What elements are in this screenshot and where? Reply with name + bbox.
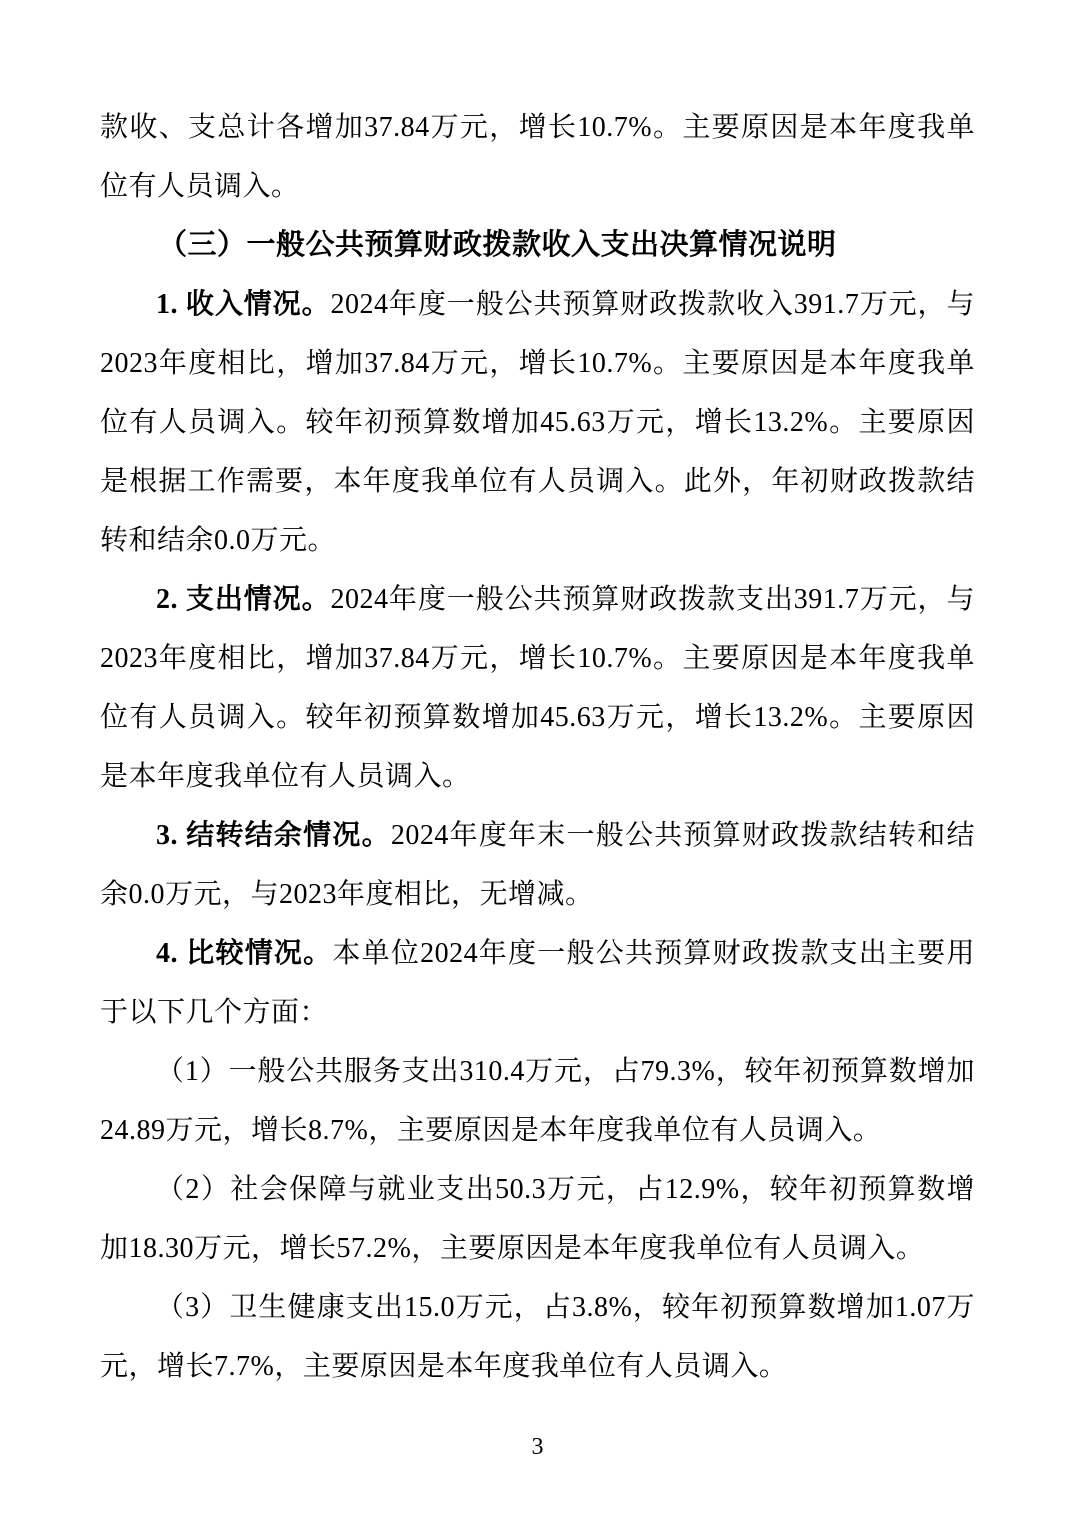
item-1-text: 2024年度一般公共预算财政拨款收入391.7万元，与2023年度相比，增加37.84万元，增长10.7%。主要原因是本年度我单位有人员调入。较年初预算数增加45.63万元，增长13.2%。主要原因是根据工作需要，本年度我单位有人员调入。此外，年初财政拨款结转和结余0.0万元。 bbox=[100, 289, 975, 556]
item-2-text: 2024年度一般公共预算财政拨款支出391.7万元，与2023年度相比，增加37.84万元，增长10.7%。主要原因是本年度我单位有人员调入。较年初预算数增加45.63万元，增长13.2%。主要原因是本年度我单位有人员调入。 bbox=[100, 584, 975, 792]
item-4-label: 4. 比较情况。 bbox=[156, 938, 333, 969]
item-2-label: 2. 支出情况。 bbox=[156, 584, 331, 615]
paragraph-sub-item-2: （2）社会保障与就业支出50.3万元，占12.9%，较年初预算数增加18.30万元，增长57.2%，主要原因是本年度我单位有人员调入。 bbox=[100, 1174, 975, 1264]
item-3-label: 3. 结转结余情况。 bbox=[156, 820, 391, 851]
paragraph-income bbox=[100, 275, 975, 570]
paragraph-sub-item-1: （1）一般公共服务支出310.4万元，占79.3%，较年初预算数增加24.89万元，增长8.7%，主要原因是本年度我单位有人员调入。 bbox=[100, 1056, 975, 1146]
paragraph-expenditure bbox=[100, 570, 975, 806]
paragraph-sub-item-3: （3）卫生健康支出15.0万元，占3.8%，较年初预算数增加1.07万元，增长7.7%，主要原因是本年度我单位有人员调入。 bbox=[100, 1292, 975, 1382]
paragraph-continuation: 款收、支总计各增加37.84万元，增长10.7%。主要原因是本年度我单位有人员调入。 bbox=[100, 112, 975, 202]
page-number: 3 bbox=[531, 1434, 544, 1460]
item-1-label: 1. 收入情况。 bbox=[156, 289, 331, 320]
paragraph-carryover bbox=[100, 806, 975, 924]
item-4-text: 本单位2024年度一般公共预算财政拨款支出主要用于以下几个方面： bbox=[100, 938, 975, 1028]
paragraph-comparison bbox=[100, 924, 975, 1042]
document-body bbox=[100, 98, 975, 1396]
item-3-text: 2024年度年末一般公共预算财政拨款结转和结余0.0万元，与2023年度相比，无增减。 bbox=[100, 820, 975, 910]
section-heading: （三）一般公共预算财政拨款收入支出决算情况说明 bbox=[158, 229, 837, 261]
